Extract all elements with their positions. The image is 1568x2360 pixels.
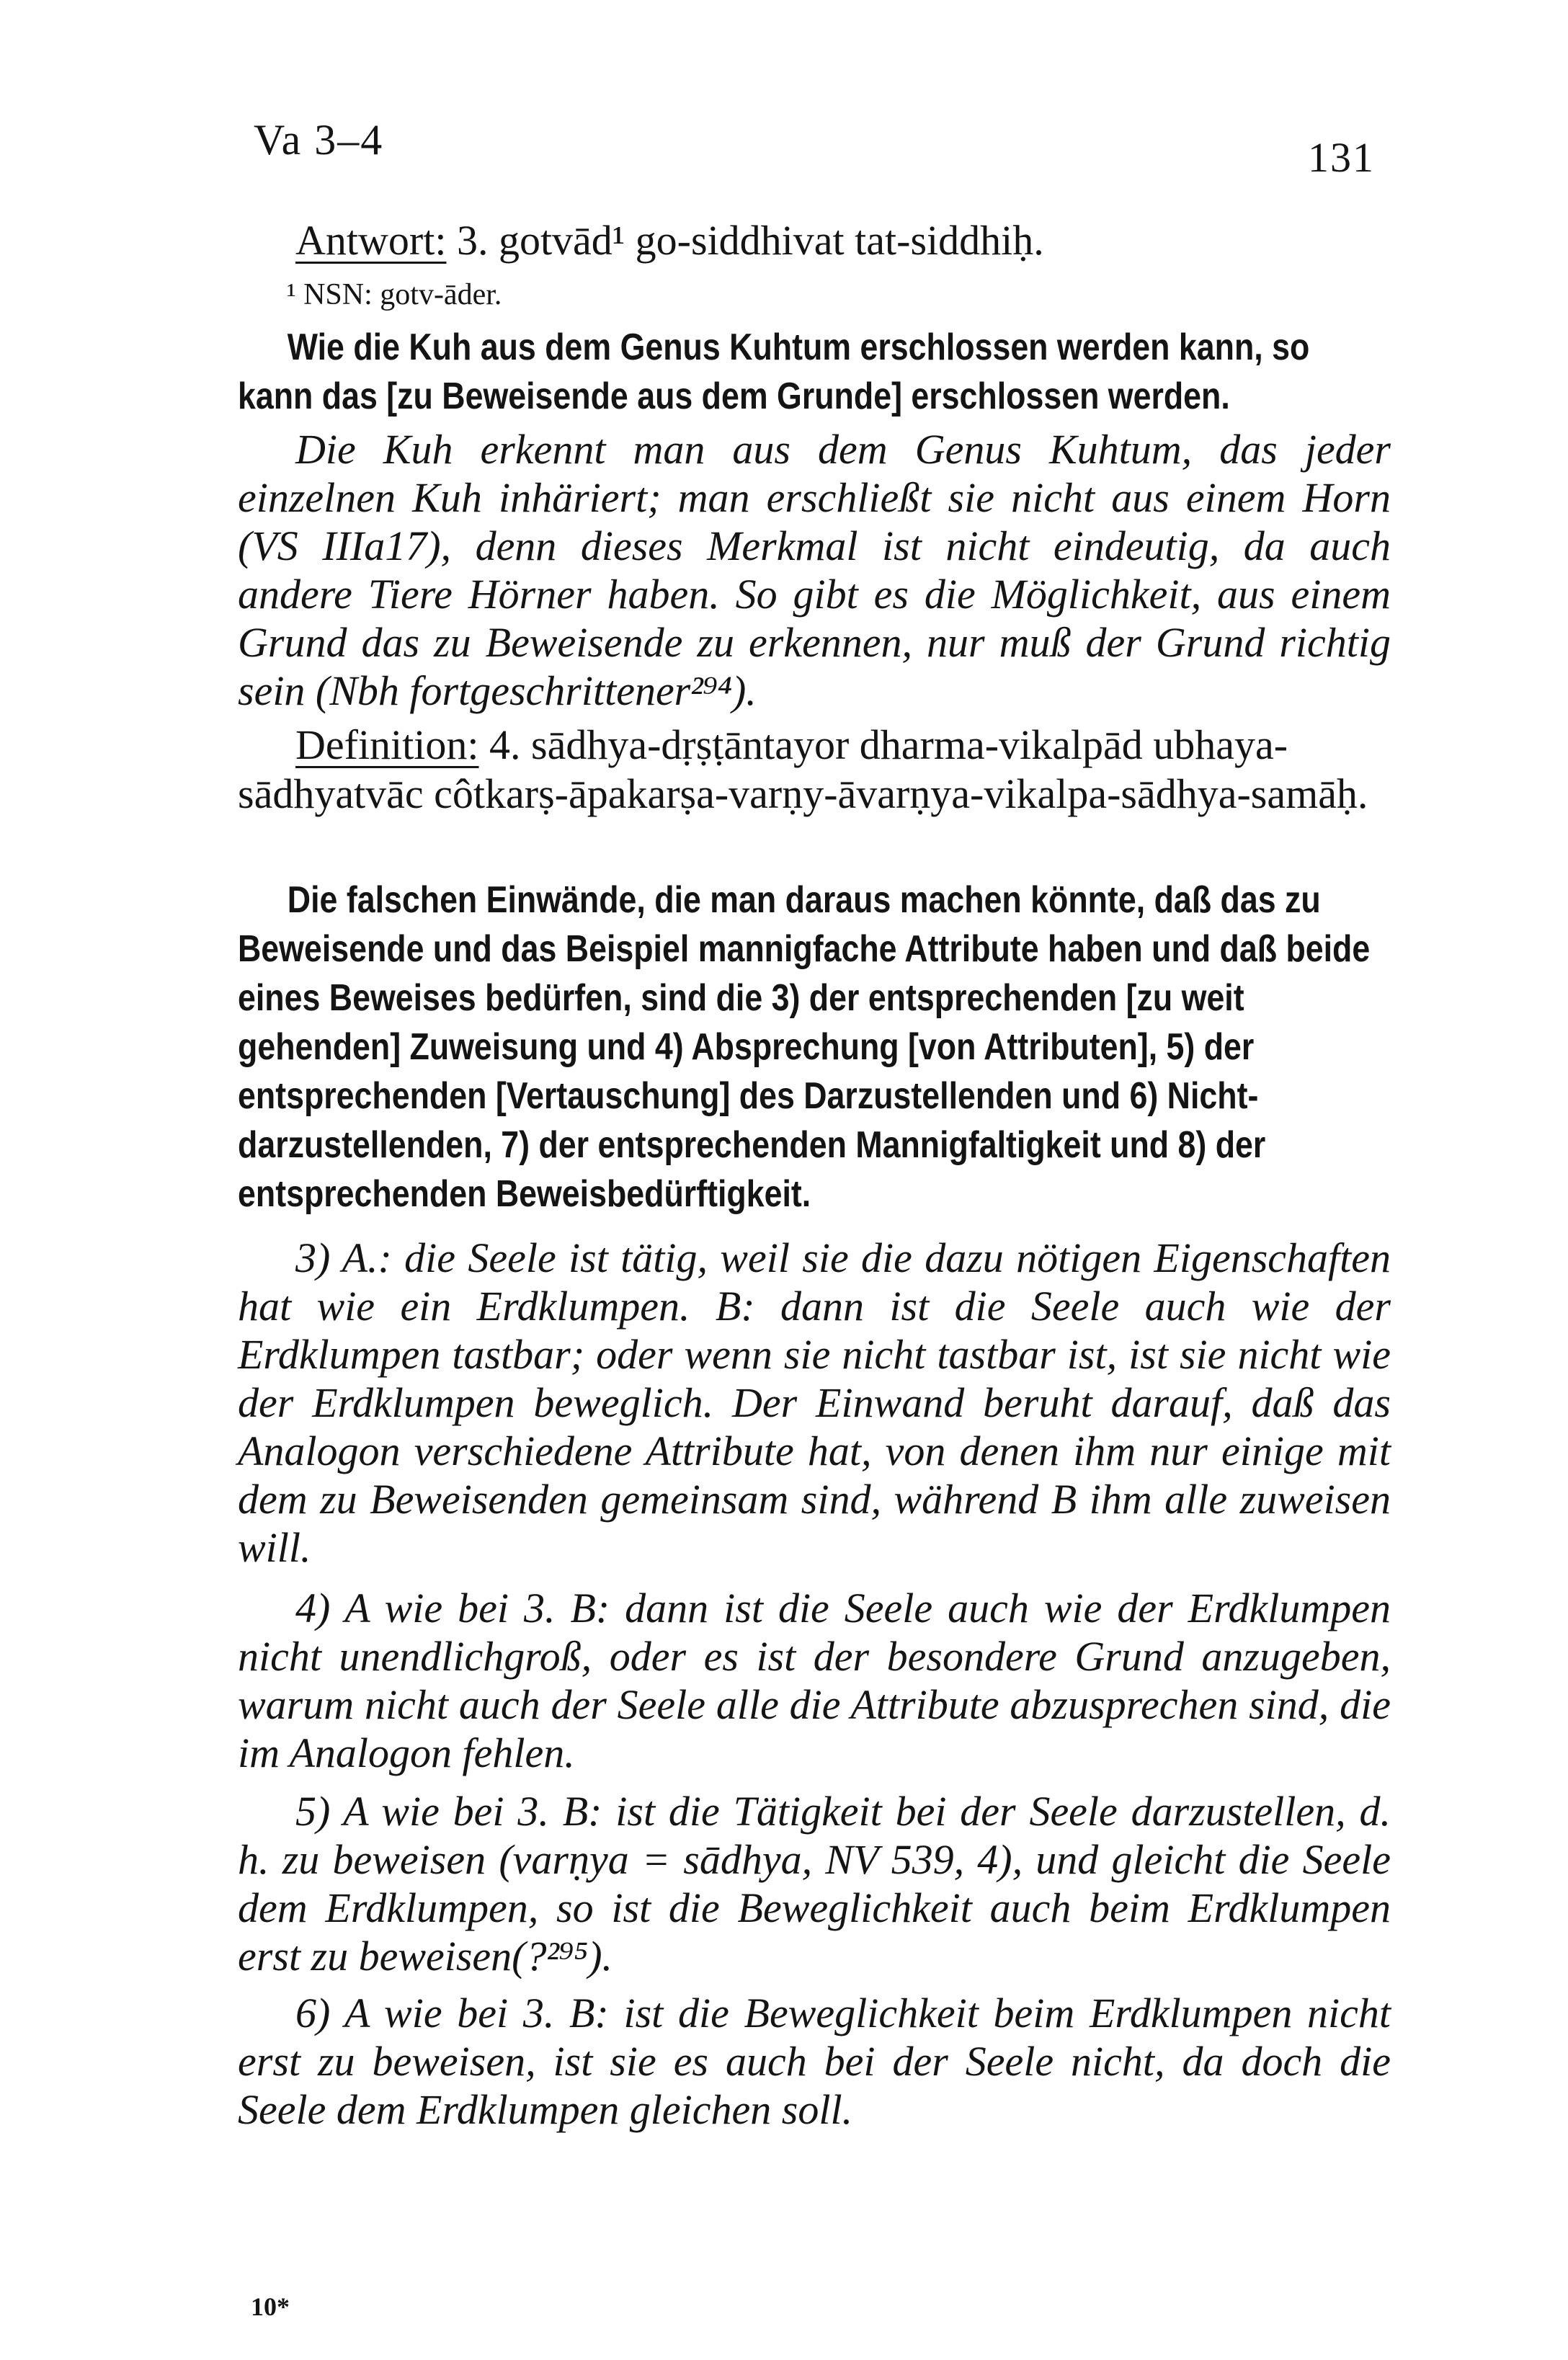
paragraph-commentary-1: Die Kuh erkennt man aus dem Genus Kuhtum, das jeder einzelnen Kuh inhäriert; man erschließt sie nicht aus einem Horn (VS IIIa17), denn dieses Merkmal ist nicht eindeutig, da auch andere Tiere Hörner haben. So gibt es die Möglichkeit, aus einem Grund das zu Beweisende zu erkennen, nur muß der Grund richtig sein (Nbh fortgeschrittener²⁹⁴). (238, 426, 1391, 714)
paragraph-example-3: 3) A.: die Seele ist tätig, weil sie die dazu nötigen Eigenschaften hat wie ein Erdklumpen. B: dann ist die Seele auch wie der Erdklumpen tastbar; oder wenn sie nicht tastbar ist, ist sie nicht wie der Erdklumpen beweglich. Der Einwand beruht darauf, daß das Analogon verschiedene Attribute hat, von denen ihm nur einige mit dem zu Beweisenden gemeinsam sind, während B ihm alle zuweisen will. (238, 1234, 1391, 1571)
signature-mark: 10* (251, 2292, 290, 2321)
definition-text: 4. sādhya-dṛṣṭāntayor dharma-vikalpād ubhaya-sādhyatvāc côtkarṣ-āpakarṣa-varṇy-āvarṇya-vikalpa-sādhya-samāḥ. (238, 721, 1368, 817)
answer-label: Antwort: (295, 217, 447, 264)
paragraph-translation-2: Die falschen Einwände, die man daraus machen könnte, daß das zu Beweisende und das Beispiel mannigfache Attribute haben und daß beide eines Beweises bedürfen, sind die 3) der entsprechenden [zu weit gehenden] Zuweisung und 4) Absprechung [von Attributen], 5) der entsprechenden [Vertauschung] des Darzustellenden und 6) Nicht-darzustellenden, 7) der entsprechenden Mannigfaltigkeit und 8) der entsprechenden Beweisbedürftigkeit. (238, 879, 1371, 1215)
definition-line (238, 721, 1391, 819)
running-header: Va 3–4 (254, 116, 384, 164)
paragraph-example-5: 5) A wie bei 3. B: ist die Tätigkeit bei der Seele darzustellen, d. h. zu beweisen (varṇya = sādhya, NV 539, 4), und gleicht die Seele dem Erdklumpen, so ist die Beweglichkeit auch beim Erdklumpen erst zu beweisen(?²⁹⁵). (238, 1788, 1391, 1980)
footnote: ¹ NSN: gotv-āder. (287, 278, 502, 311)
paragraph-example-6: 6) A wie bei 3. B: ist die Beweglichkeit beim Erdklumpen nicht erst zu beweisen, ist sie es auch bei der Seele nicht, da doch die Seele dem Erdklumpen gleichen soll. (238, 1990, 1391, 2133)
paragraph-example-4: 4) A wie bei 3. B: dann ist die Seele auch wie der Erdklumpen nicht unendlichgroß, oder es ist der besondere Grund anzugeben, warum nicht auch der Seele alle die Attribute abzusprechen sind, die im Analogon fehlen. (238, 1585, 1391, 1776)
paragraph-translation-1: Wie die Kuh aus dem Genus Kuhtum erschlossen werden kann, so kann das [zu Beweisende aus dem Grunde] erschlossen werden. (238, 326, 1310, 417)
answer-line (238, 216, 1391, 265)
answer-text: 3. gotvād¹ go-siddhivat tat-siddhiḥ. (446, 217, 1044, 264)
page-number: 131 (1308, 134, 1375, 181)
definition-label: Definition: (295, 721, 479, 768)
